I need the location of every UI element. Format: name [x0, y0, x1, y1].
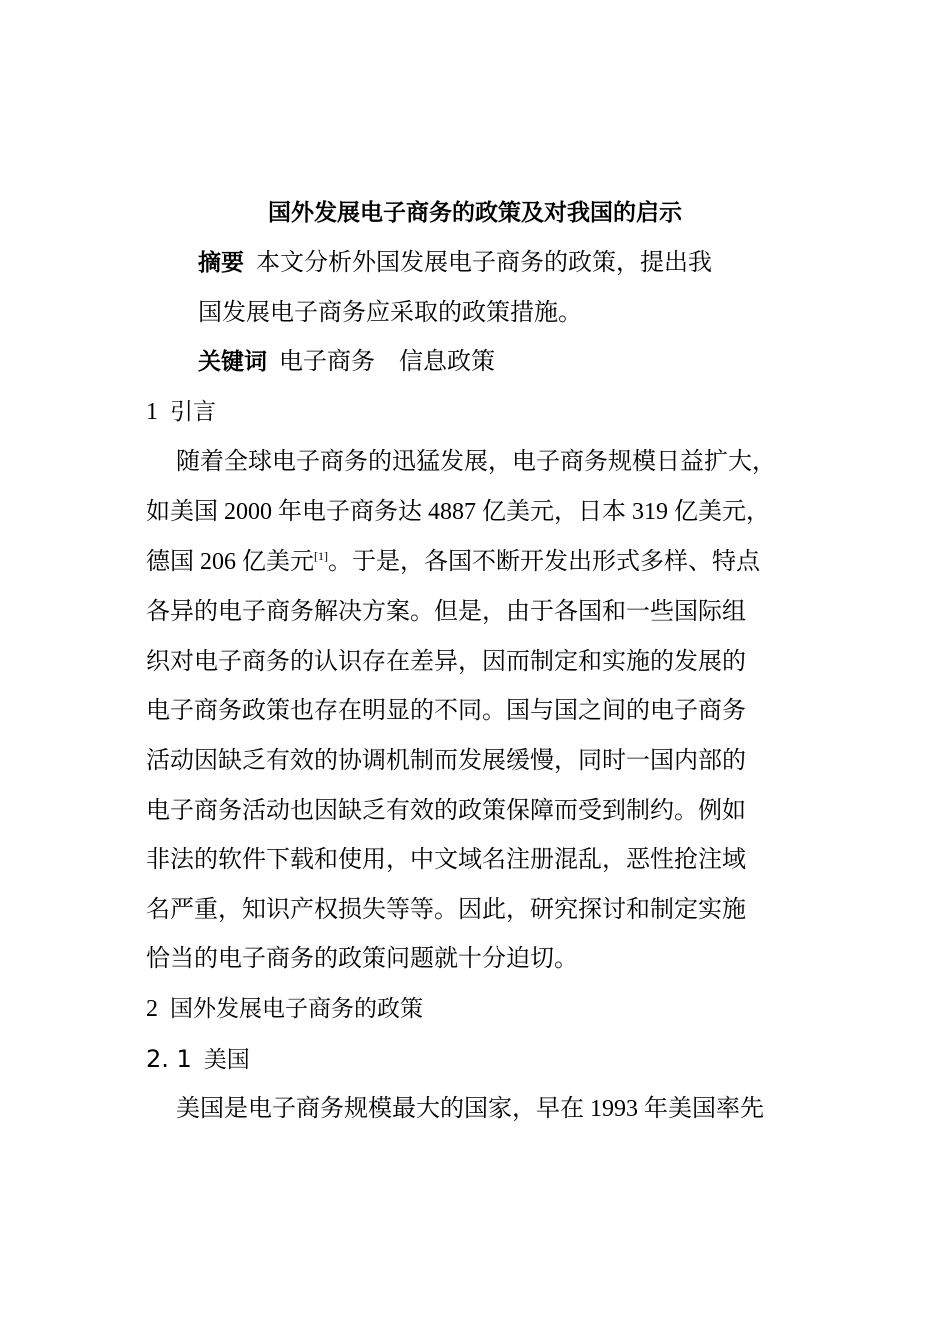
section-2-1-title: 美国 — [203, 1047, 250, 1073]
abstract-label: 摘要 — [198, 250, 244, 276]
section-1-line-11: 恰当的电子商务的政策问题就十分迫切。 — [146, 946, 578, 972]
section-1-title: 引言 — [170, 399, 216, 425]
section-2-1-line-1: 美国是电子商务规模最大的国家，早在 1993 年美国率先 — [176, 1096, 764, 1122]
section-2-title: 国外发展电子商务的政策 — [170, 996, 423, 1022]
section-1-line-3-end: 。于是，各国不断开发出形式多样、特点 — [328, 549, 760, 575]
abstract-line-2: 国发展电子商务应采取的政策措施。 — [198, 300, 582, 326]
section-2-heading — [146, 992, 423, 1026]
abstract-line-1 — [198, 246, 712, 280]
section-1-line-4: 各异的电子商务解决方案。但是，由于各国和一些国际组 — [146, 599, 746, 625]
section-1-line-6: 电子商务政策也存在明显的不同。国与国之间的电子商务 — [146, 698, 746, 724]
section-1-number: 1 — [146, 399, 158, 425]
section-1-heading — [146, 395, 216, 429]
citation-ref: [1] — [314, 549, 328, 563]
section-1-line-3 — [146, 545, 760, 579]
section-1-line-9: 非法的软件下载和使用，中文域名注册混乱，恶性抢注域 — [146, 847, 746, 873]
section-2-1-number: 2. 1 — [146, 1045, 192, 1073]
section-1-line-8: 电子商务活动也因缺乏有效的政策保障而受到制约。例如 — [146, 798, 746, 824]
document-title: 国外发展电子商务的政策及对我国的启示 — [268, 200, 682, 226]
section-1-line-10: 名严重，知识产权损失等等。因此，研究探讨和制定实施 — [146, 897, 746, 923]
section-1-line-5: 织对电子商务的认识存在差异，因而制定和实施的发展的 — [146, 649, 746, 675]
section-2-1-heading — [146, 1042, 250, 1077]
section-2-number: 2 — [146, 996, 158, 1022]
section-1-line-7: 活动因缺乏有效的协调机制而发展缓慢，同时一国内部的 — [146, 748, 746, 774]
keywords-label: 关键词 — [198, 349, 267, 375]
abstract-text-1: 本文分析外国发展电子商务的政策，提出我 — [256, 250, 712, 276]
section-1-line-2: 如美国 2000 年电子商务达 4887 亿美元，日本 319 亿美元， — [146, 499, 770, 525]
keywords-text: 电子商务 信息政策 — [279, 349, 495, 375]
keywords-line — [198, 345, 495, 379]
section-1-line-1: 随着全球电子商务的迅猛发展，电子商务规模日益扩大， — [176, 449, 776, 475]
section-1-line-3-start: 德国 206 亿美元 — [146, 549, 314, 575]
